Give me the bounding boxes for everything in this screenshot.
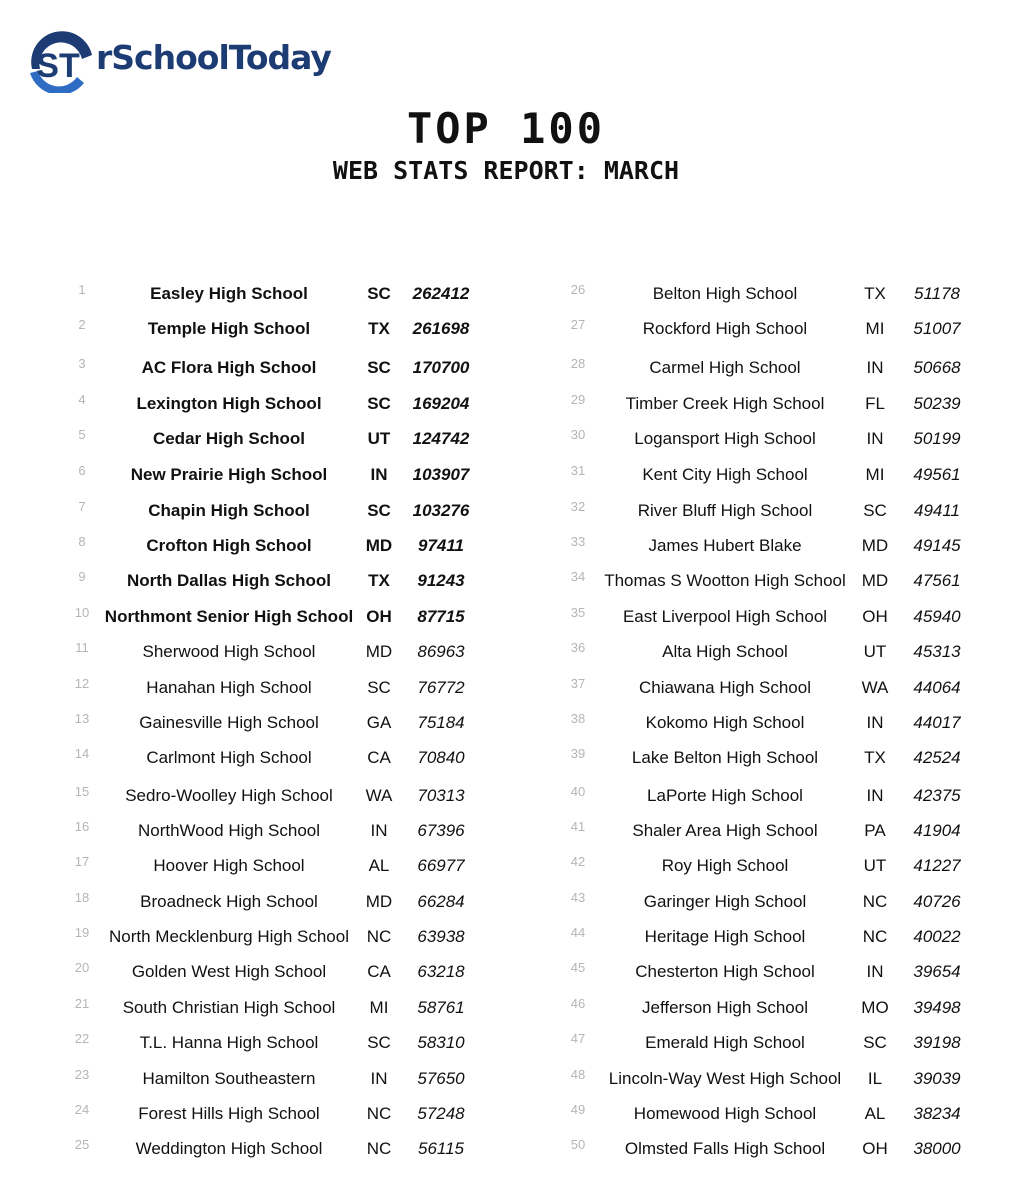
school-name: Lake Belton High School — [631, 748, 819, 767]
ranking-row — [564, 813, 1012, 849]
page-views: 262412 — [412, 284, 470, 303]
page-views: 50239 — [913, 394, 961, 413]
rank-number: 27 — [570, 317, 586, 332]
school-name: East Liverpool High School — [622, 607, 828, 626]
school-name: Alta High School — [662, 642, 788, 661]
school-name: Lexington High School — [136, 394, 322, 413]
page-views: 76772 — [417, 678, 465, 697]
state-code: WA — [365, 786, 393, 805]
ranking-column-right — [564, 276, 1012, 1176]
school-name: NorthWood High School — [137, 821, 321, 840]
school-name: Hanahan High School — [146, 678, 312, 697]
page-views: 124742 — [412, 429, 470, 448]
school-name: Chiawana High School — [639, 678, 811, 697]
page-views: 58310 — [417, 1033, 465, 1052]
state-code: GA — [366, 713, 392, 732]
rank-number: 24 — [74, 1102, 90, 1117]
state-code: UT — [863, 642, 887, 661]
ranking-row — [564, 528, 1012, 564]
page-views: 39039 — [913, 1069, 961, 1088]
state-code: IN — [866, 713, 884, 732]
rank-number: 1 — [78, 282, 86, 297]
page-views: 39654 — [913, 962, 961, 981]
state-code: SC — [367, 358, 391, 377]
state-code: IN — [866, 962, 884, 981]
ranking-row — [564, 670, 1012, 706]
ranking-row — [564, 386, 1012, 422]
page-views: 39498 — [913, 998, 961, 1017]
brand-logo — [22, 24, 331, 94]
rank-number: 45 — [570, 960, 586, 975]
state-code: OH — [862, 1139, 888, 1158]
state-code: NC — [366, 927, 392, 946]
page-views: 49145 — [913, 536, 961, 555]
state-code: IN — [866, 429, 884, 448]
school-name: Hamilton Southeastern — [142, 1069, 316, 1088]
ranking-row — [68, 634, 538, 670]
state-code: SC — [367, 284, 391, 303]
school-name: Temple High School — [147, 319, 311, 338]
ranking-row — [68, 1131, 538, 1167]
rank-number: 20 — [74, 960, 90, 975]
school-name: Kokomo High School — [645, 713, 805, 732]
ranking-row — [564, 778, 1012, 814]
rank-number: 28 — [570, 356, 586, 371]
school-name: Broadneck High School — [140, 892, 318, 911]
ranking-row — [68, 386, 538, 422]
state-code: PA — [864, 821, 886, 840]
school-name: T.L. Hanna High School — [139, 1033, 319, 1052]
rank-number: 50 — [570, 1137, 586, 1152]
page-views: 66977 — [417, 856, 465, 875]
rank-number: 37 — [570, 676, 586, 691]
state-code: TX — [864, 284, 886, 303]
rank-number: 42 — [570, 854, 586, 869]
state-code: IN — [866, 786, 884, 805]
state-code: OH — [366, 607, 392, 626]
state-code: AL — [864, 1104, 886, 1123]
page-views: 103276 — [412, 501, 470, 520]
school-name: Northmont Senior High School — [104, 607, 354, 626]
page-views: 70313 — [417, 786, 465, 805]
page-views: 63218 — [417, 962, 465, 981]
school-name: James Hubert Blake — [648, 536, 802, 555]
rank-number: 11 — [75, 640, 89, 655]
page-views: 50199 — [913, 429, 961, 448]
ranking-row — [564, 1061, 1012, 1097]
rank-number: 21 — [74, 996, 90, 1011]
ranking-row — [564, 990, 1012, 1026]
school-name: Hoover High School — [153, 856, 305, 875]
page-views: 169204 — [412, 394, 470, 413]
school-name: Logansport High School — [634, 429, 816, 448]
ranking-row — [564, 740, 1012, 776]
page-views: 170700 — [412, 358, 470, 377]
state-code: TX — [368, 319, 390, 338]
state-code: IN — [370, 1069, 388, 1088]
page-views: 45940 — [913, 607, 961, 626]
state-code: MI — [369, 998, 389, 1017]
ranking-row — [564, 919, 1012, 955]
ranking-row — [68, 990, 538, 1026]
rank-number: 4 — [78, 392, 86, 407]
ranking-row — [68, 493, 538, 529]
page-views: 45313 — [913, 642, 961, 661]
school-name: Rockford High School — [642, 319, 808, 338]
ranking-row — [564, 705, 1012, 741]
ranking-row — [564, 1025, 1012, 1061]
state-code: IN — [370, 821, 388, 840]
state-code: CA — [367, 962, 391, 981]
rank-number: 13 — [74, 711, 90, 726]
report-subtitle: WEB STATS REPORT: MARCH — [332, 156, 680, 185]
ranking-row — [68, 1061, 538, 1097]
page-views: 41227 — [913, 856, 961, 875]
rank-number: 33 — [570, 534, 586, 549]
rank-number: 44 — [570, 925, 586, 940]
rank-number: 5 — [78, 427, 86, 442]
state-code: NC — [862, 892, 888, 911]
ranking-row — [564, 634, 1012, 670]
logo-mark-letters: ST — [36, 47, 80, 85]
ranking-row — [68, 884, 538, 920]
page-views: 49411 — [913, 501, 960, 520]
school-name: Carmel High School — [649, 358, 801, 377]
school-name: Belton High School — [652, 284, 798, 303]
school-name: Golden West High School — [131, 962, 327, 981]
rank-number: 14 — [74, 746, 90, 761]
state-code: MO — [861, 998, 889, 1017]
rank-number: 3 — [78, 356, 86, 371]
rank-number: 48 — [570, 1067, 586, 1082]
state-code: MD — [861, 536, 889, 555]
school-name: AC Flora High School — [141, 358, 317, 377]
ranking-row — [564, 954, 1012, 990]
ranking-row — [564, 276, 1012, 312]
school-name: Garinger High School — [643, 892, 807, 911]
page-views: 87715 — [417, 607, 465, 626]
logo-wordmark: rSchoolToday — [96, 37, 331, 77]
rank-number: 36 — [570, 640, 586, 655]
page-views: 39198 — [913, 1033, 961, 1052]
state-code: IN — [866, 358, 884, 377]
ranking-row — [564, 848, 1012, 884]
rank-number: 6 — [78, 463, 86, 478]
school-name: LaPorte High School — [647, 786, 803, 805]
school-name: North Mecklenburg High School — [108, 927, 349, 946]
school-name: Shaler Area High School — [632, 821, 818, 840]
state-code: SC — [863, 1033, 887, 1052]
page-views: 47561 — [913, 571, 961, 590]
rank-number: 30 — [570, 427, 586, 442]
school-name: Crofton High School — [146, 536, 312, 555]
ranking-row — [564, 421, 1012, 457]
rank-number: 12 — [74, 676, 90, 691]
rank-number: 39 — [570, 746, 586, 761]
ranking-row — [564, 1131, 1012, 1167]
page-views: 70840 — [417, 748, 465, 767]
school-name: Chesterton High School — [635, 962, 815, 981]
school-name: Kent City High School — [642, 465, 808, 484]
page-views: 42524 — [913, 748, 961, 767]
page-views: 97411 — [417, 536, 464, 555]
page-views: 75184 — [417, 713, 465, 732]
page-views: 63938 — [417, 927, 465, 946]
ranking-row — [564, 599, 1012, 635]
state-code: OH — [862, 607, 888, 626]
ranking-row — [68, 563, 538, 599]
ranking-row — [68, 954, 538, 990]
ranking-row — [68, 311, 538, 347]
rank-number: 31 — [570, 463, 586, 478]
school-name: Timber Creek High School — [625, 394, 825, 413]
state-code: IL — [867, 1069, 883, 1088]
state-code: CA — [367, 748, 391, 767]
school-name: Sherwood High School — [142, 642, 316, 661]
page-views: 67396 — [417, 821, 465, 840]
state-code: TX — [368, 571, 390, 590]
state-code: IN — [370, 465, 388, 484]
rank-number: 34 — [570, 569, 586, 584]
school-name: Thomas S Wootton High School — [604, 571, 846, 590]
rank-number: 15 — [74, 784, 90, 799]
state-code: MI — [865, 465, 885, 484]
rank-number: 2 — [78, 317, 86, 332]
state-code: WA — [861, 678, 889, 697]
page-views: 40022 — [913, 927, 961, 946]
rank-number: 29 — [570, 392, 586, 407]
rank-number: 40 — [570, 784, 586, 799]
school-name: River Bluff High School — [637, 501, 813, 520]
ranking-row — [564, 350, 1012, 386]
page-views: 41904 — [913, 821, 961, 840]
school-name: Jefferson High School — [641, 998, 808, 1017]
ranking-row — [68, 705, 538, 741]
rank-number: 49 — [570, 1102, 586, 1117]
state-code: MD — [365, 536, 393, 555]
school-name: Heritage High School — [644, 927, 806, 946]
ranking-row — [68, 421, 538, 457]
school-name: Chapin High School — [148, 501, 310, 520]
ranking-row — [564, 884, 1012, 920]
state-code: NC — [366, 1104, 392, 1123]
state-code: NC — [366, 1139, 392, 1158]
rank-number: 8 — [78, 534, 86, 549]
rschooltoday-logo-icon — [22, 25, 98, 93]
ranking-row — [68, 848, 538, 884]
page-views: 91243 — [417, 571, 465, 590]
school-name: Homewood High School — [633, 1104, 817, 1123]
state-code: SC — [367, 394, 391, 413]
page-views: 38234 — [913, 1104, 961, 1123]
rank-number: 46 — [570, 996, 586, 1011]
page-views: 58761 — [417, 998, 465, 1017]
state-code: MD — [365, 892, 393, 911]
rank-number: 22 — [74, 1031, 90, 1046]
school-name: Olmsted Falls High School — [624, 1139, 826, 1158]
page-views: 40726 — [913, 892, 961, 911]
rank-number: 10 — [74, 605, 90, 620]
school-name: New Prairie High School — [130, 465, 328, 484]
rank-number: 38 — [570, 711, 586, 726]
state-code: SC — [863, 501, 887, 520]
rank-number: 7 — [78, 499, 86, 514]
school-name: Sedro-Woolley High School — [125, 786, 333, 805]
rank-number: 23 — [74, 1067, 90, 1082]
state-code: MD — [365, 642, 393, 661]
state-code: UT — [367, 429, 391, 448]
state-code: MI — [865, 319, 885, 338]
ranking-row — [68, 813, 538, 849]
ranking-row — [68, 670, 538, 706]
school-name: Emerald High School — [645, 1033, 805, 1052]
page-views: 51178 — [913, 284, 960, 303]
page-views: 86963 — [417, 642, 465, 661]
school-name: North Dallas High School — [126, 571, 332, 590]
page-views: 44017 — [913, 713, 961, 732]
rank-number: 9 — [78, 569, 86, 584]
rank-number: 16 — [74, 819, 90, 834]
ranking-row — [68, 919, 538, 955]
state-code: TX — [864, 748, 886, 767]
school-name: Gainesville High School — [139, 713, 319, 732]
ranking-row — [68, 350, 538, 386]
rank-number: 43 — [570, 890, 586, 905]
rank-number: 41 — [570, 819, 586, 834]
ranking-row — [564, 311, 1012, 347]
rank-number: 19 — [74, 925, 90, 940]
school-name: Carlmont High School — [146, 748, 312, 767]
school-name: Easley High School — [150, 284, 308, 303]
rank-number: 17 — [74, 854, 90, 869]
ranking-row — [68, 528, 538, 564]
page-views: 49561 — [913, 465, 961, 484]
ranking-row — [68, 1025, 538, 1061]
state-code: NC — [862, 927, 888, 946]
school-name: South Christian High School — [122, 998, 336, 1017]
ranking-row — [68, 740, 538, 776]
page-views: 50668 — [913, 358, 961, 377]
state-code: MD — [861, 571, 889, 590]
rank-number: 47 — [570, 1031, 586, 1046]
state-code: UT — [863, 856, 887, 875]
state-code: SC — [367, 501, 391, 520]
state-code: SC — [367, 678, 391, 697]
report-title: TOP 100 — [406, 104, 605, 153]
page-views: 57248 — [417, 1104, 465, 1123]
ranking-row — [68, 1096, 538, 1132]
state-code: SC — [367, 1033, 391, 1052]
school-name: Roy High School — [661, 856, 789, 875]
page-views: 66284 — [417, 892, 465, 911]
ranking-row — [68, 457, 538, 493]
ranking-row — [68, 599, 538, 635]
page-views: 103907 — [412, 465, 470, 484]
ranking-row — [564, 563, 1012, 599]
page-views: 44064 — [913, 678, 961, 697]
ranking-row — [68, 276, 538, 312]
ranking-row — [564, 1096, 1012, 1132]
school-name: Forest Hills High School — [138, 1104, 320, 1123]
rank-number: 25 — [74, 1137, 90, 1152]
page-views: 57650 — [417, 1069, 465, 1088]
rank-number: 26 — [570, 282, 586, 297]
page-views: 56115 — [417, 1139, 464, 1158]
ranking-row — [564, 493, 1012, 529]
page-views: 42375 — [913, 786, 961, 805]
state-code: AL — [368, 856, 390, 875]
school-name: Weddington High School — [135, 1139, 323, 1158]
ranking-row — [68, 778, 538, 814]
page-views: 261698 — [412, 319, 470, 338]
rank-number: 35 — [570, 605, 586, 620]
ranking-column-left — [68, 276, 538, 1176]
ranking-row — [564, 457, 1012, 493]
school-name: Lincoln-Way West High School — [608, 1069, 842, 1088]
page-views: 51007 — [913, 319, 961, 338]
page-views: 38000 — [913, 1139, 961, 1158]
rank-number: 18 — [74, 890, 90, 905]
rank-number: 32 — [570, 499, 586, 514]
school-name: Cedar High School — [152, 429, 306, 448]
state-code: FL — [865, 394, 885, 413]
